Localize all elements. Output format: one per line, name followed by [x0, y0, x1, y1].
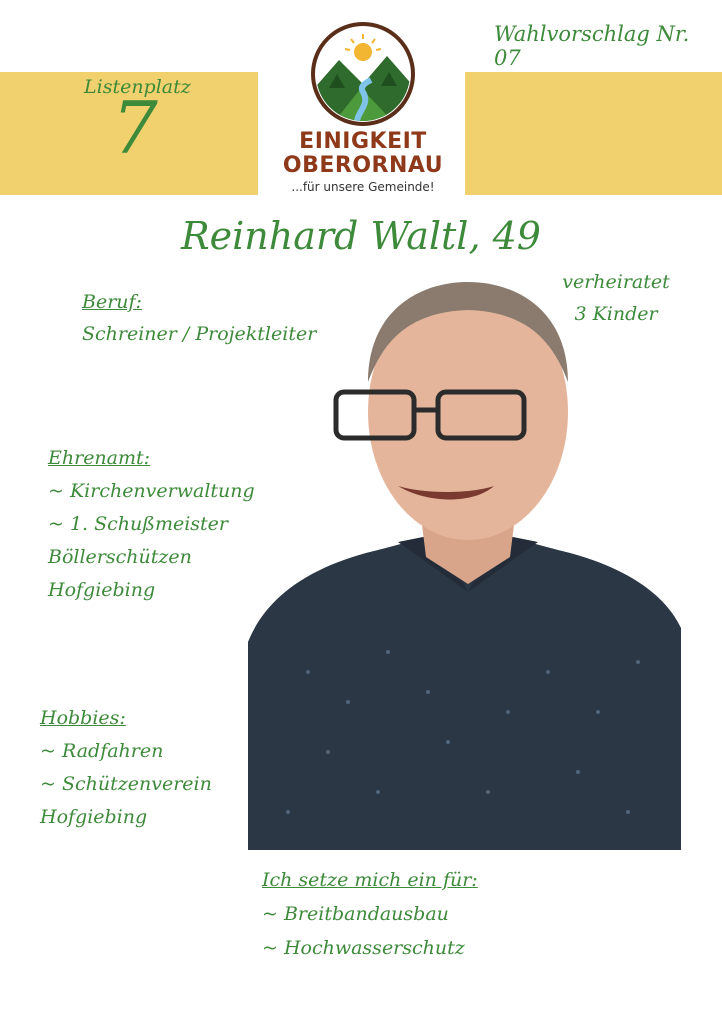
family-children: 3 Kinder — [574, 303, 658, 325]
ehrenamt-line: Hofgiebing — [48, 579, 156, 601]
einsatz-line: ~ Breitbandausbau — [262, 903, 449, 925]
header-band-right — [465, 72, 722, 195]
hobbies-line: ~ Schützenverein — [40, 773, 212, 795]
logo-title-line1: EINIGKEIT — [299, 129, 427, 154]
hobbies-section — [40, 702, 212, 834]
listenplatz-label: Listenplatz — [84, 76, 191, 98]
ehrenamt-line: ~ Kirchenverwaltung — [48, 480, 255, 502]
hobbies-line: Hofgiebing — [40, 806, 148, 828]
hobbies-title: Hobbies: — [40, 707, 126, 729]
wahlvorschlag-label: Wahlvorschlag Nr. 07 — [494, 22, 690, 70]
listenplatz-number: 7 — [112, 86, 158, 170]
ehrenamt-line: Böllerschützen — [48, 546, 192, 568]
ehrenamt-section — [48, 442, 255, 607]
ehrenamt-line: ~ 1. Schußmeister — [48, 513, 228, 535]
einsatz-title: Ich setze mich ein für: — [262, 869, 478, 891]
einsatz-line: ~ Hochwasserschutz — [262, 937, 465, 959]
party-logo — [278, 22, 448, 196]
candidate-photo — [248, 272, 681, 850]
logo-title-line2: OBERORNAU — [282, 153, 444, 178]
candidate-name: Reinhard Waltl, 49 — [181, 214, 541, 258]
hobbies-line: ~ Radfahren — [40, 740, 164, 762]
ehrenamt-title: Ehrenamt: — [48, 447, 151, 469]
family-status: verheiratet — [562, 271, 670, 293]
beruf-title: Beruf: — [82, 291, 142, 313]
einsatz-section — [262, 863, 478, 965]
logo-tagline: ...für unsere Gemeinde! — [291, 180, 435, 194]
landscape-logo-icon — [311, 22, 415, 126]
beruf-line: Schreiner / Projektleiter — [82, 323, 317, 345]
